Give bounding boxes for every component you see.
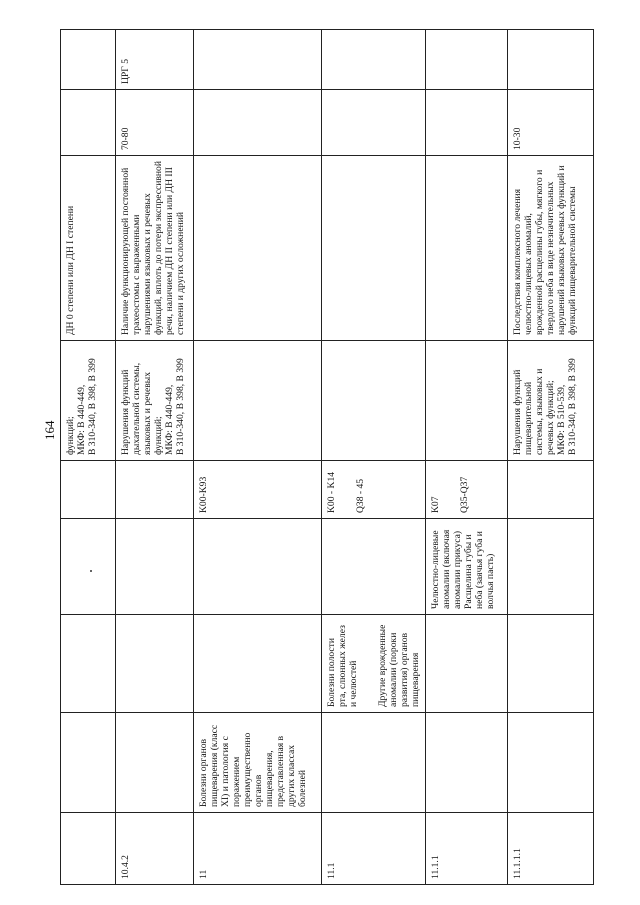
cell-extra	[508, 30, 594, 90]
cell-code: 11	[194, 813, 322, 885]
rotated-table-container	[60, 30, 585, 885]
cell-classification	[322, 341, 426, 461]
cell-criteria	[322, 156, 426, 341]
cell-block	[194, 615, 322, 713]
icd-code-2: Q38 - 45	[355, 478, 366, 513]
cell-extra	[322, 30, 426, 90]
cell-classification: Нарушения функций дыхательной системы, языковых и речевых функций; МКФ: В 440-449, В 310-340, В 398, В 399	[116, 341, 194, 461]
cell-class	[322, 713, 426, 813]
cell-block	[322, 615, 426, 713]
cell-percent: 70-80	[116, 90, 194, 156]
cell-classification: функций; МКФ: В 440-449, В 310-340, В 398, В 399	[61, 341, 116, 461]
cell-code: 11.1.1.1	[508, 813, 594, 885]
cell-percent: 10-30	[508, 90, 594, 156]
cell-icd	[508, 461, 594, 519]
cell-class	[61, 713, 116, 813]
cell-class	[426, 713, 508, 813]
table-row-11-1-1-1	[508, 30, 594, 885]
cell-classification: Нарушения функций пищеварительной системы, языковых и речевых функций; МКФ: В 510-539, В 310-340, В 398, В 399	[508, 341, 594, 461]
cell-icd	[116, 461, 194, 519]
cell-block	[61, 615, 116, 713]
cell-nosology	[194, 519, 322, 615]
cell-criteria: Последствия комплексного лечения челюстно-лицевых аномалий, врожденной расщелины губы, мягкого и твердого неба в виде незначительных нарушений языковых речевых функций и функций пищеварительной системы	[508, 156, 594, 341]
cell-icd	[426, 461, 508, 519]
table-row-header	[61, 30, 116, 885]
cell-nosology: Челюстно-лицевые аномалии (включая аномалии прикуса) Расщелина губы и неба (заячья губа и волчья пасть)	[426, 519, 508, 615]
cell-criteria: ДН 0 степени или ДН I степени	[61, 156, 116, 341]
table-row-11-1-1	[426, 30, 508, 885]
table-row-11	[194, 30, 322, 885]
disability-criteria-table	[60, 29, 594, 885]
cell-criteria: Наличие функционирующей постоянной трахеостомы с выраженными нарушениями языковых и речевых функций, вплоть до потери экспрессивной речи, наличием ДН II степени или ДН III степени и других осложнений	[116, 156, 194, 341]
cell-nosology	[322, 519, 426, 615]
cell-classification	[426, 341, 508, 461]
cell-extra	[426, 30, 508, 90]
cell-nosology	[116, 519, 194, 615]
cell-extra: ЦРГ 5	[116, 30, 194, 90]
cell-criteria	[194, 156, 322, 341]
cell-icd	[322, 461, 426, 519]
icd-code: K07	[430, 496, 441, 513]
cell-code	[61, 813, 116, 885]
cell-code: 11.1.1	[426, 813, 508, 885]
block-title-2: Другие врожденные аномалии (пороки развития) органов пищеварения	[377, 624, 421, 707]
cell-percent	[61, 90, 116, 156]
cell-nosology	[508, 519, 594, 615]
table-row-10-4-2	[116, 30, 194, 885]
cell-percent	[322, 90, 426, 156]
cell-block	[116, 615, 194, 713]
cell-code: 10.4.2	[116, 813, 194, 885]
cell-class	[508, 713, 594, 813]
cell-class	[116, 713, 194, 813]
page-number: 164	[42, 420, 57, 440]
cell-class: Болезни органов пищеварения (класс XI) и патология с поражением преимущественно органов пищеварения, представленная в других классах болезней	[194, 713, 322, 813]
icd-code-2: Q35-Q37	[459, 476, 470, 513]
cell-extra	[194, 30, 322, 90]
icd-code: K00 - K14	[326, 471, 337, 513]
cell-percent	[426, 90, 508, 156]
cell-block	[426, 615, 508, 713]
cell-icd: K00-K93	[194, 461, 322, 519]
cell-extra	[61, 30, 116, 90]
table-row-11-1	[322, 30, 426, 885]
cell-block	[508, 615, 594, 713]
cell-percent	[194, 90, 322, 156]
cell-nosology	[61, 519, 116, 615]
block-title: Болезни полости рта, слюнных желез и челюстей	[326, 625, 359, 707]
cell-icd	[61, 461, 116, 519]
cell-code: 11.1	[322, 813, 426, 885]
cell-classification	[194, 341, 322, 461]
cell-criteria	[426, 156, 508, 341]
